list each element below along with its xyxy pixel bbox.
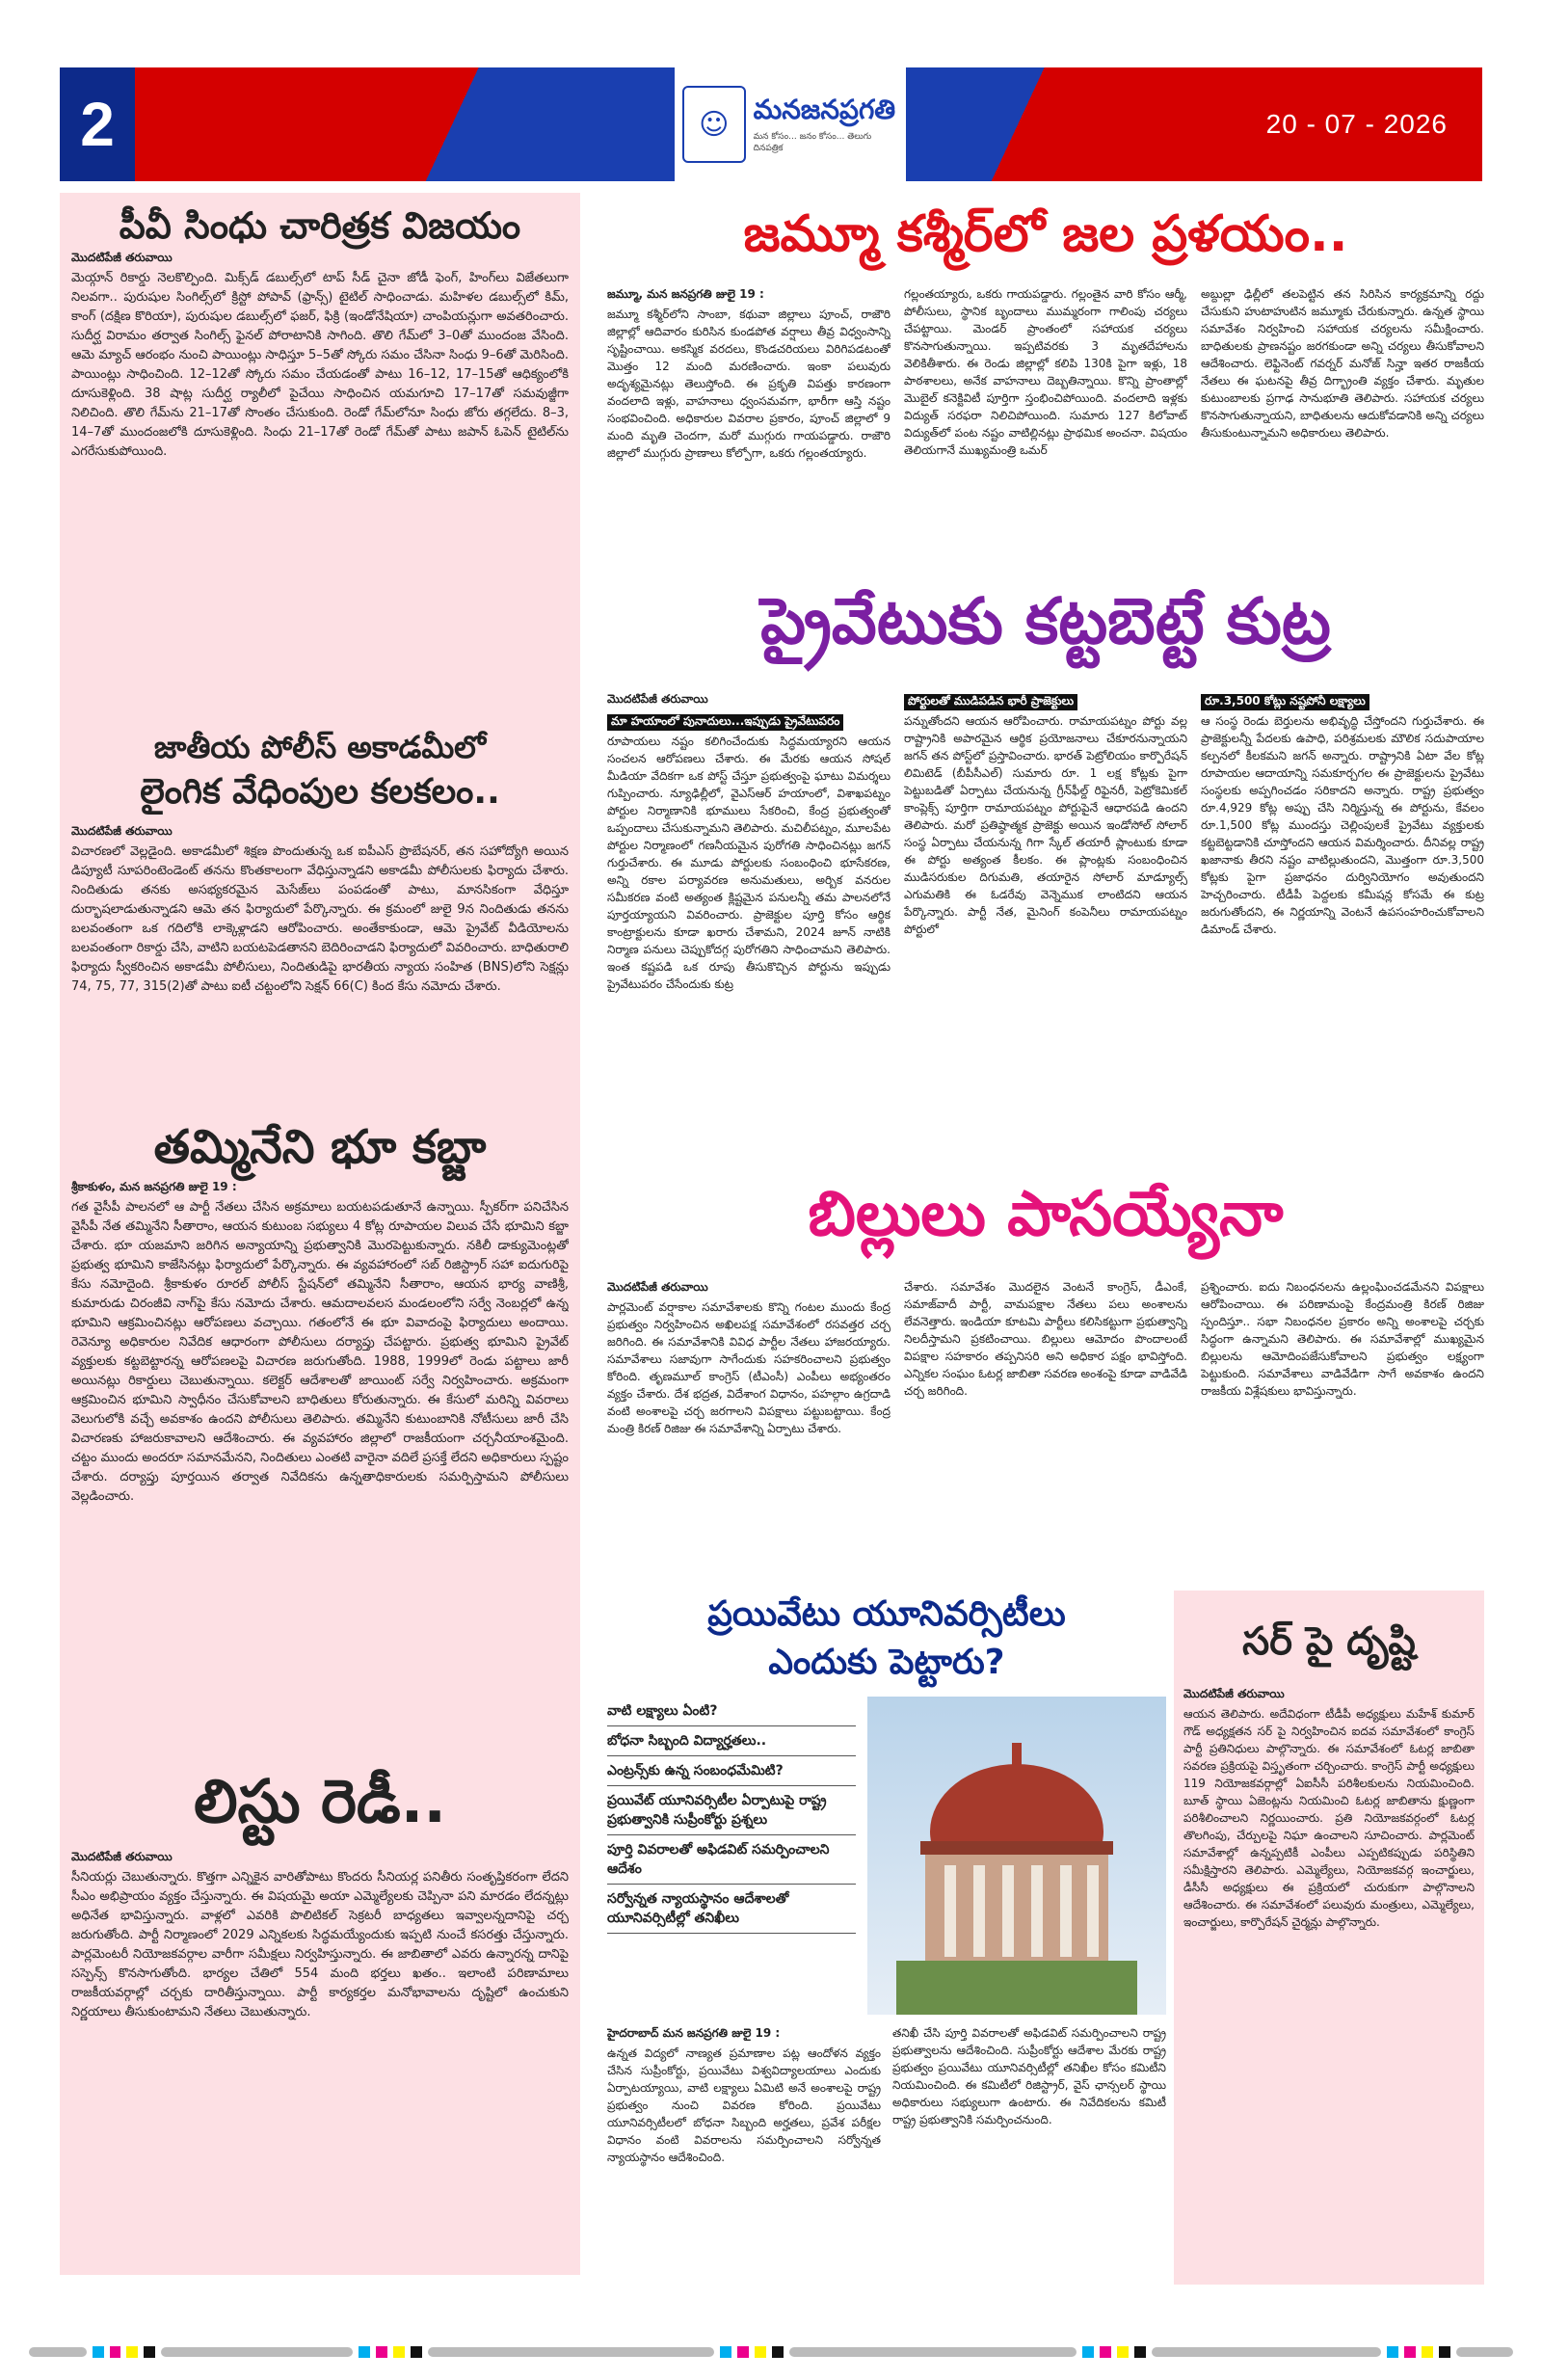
- article-dateline: శ్రీకాకుళం, మన జనప్రగతి జులై 19 :: [71, 1180, 237, 1193]
- article-private-port: [607, 559, 1484, 1147]
- article-headline: సర్ పై దృష్టి: [1242, 1619, 1416, 1664]
- article-headline-line2: లైంగిక వేధింపుల కలకలం..: [140, 772, 500, 812]
- left-column: [60, 193, 580, 2275]
- brand-logo: [675, 67, 906, 181]
- article-body: మెయ్గాన్ రికార్డు నెలకొల్పింది. మిక్స్‌డ్ డబుల్స్‌లో టాప్ సీడ్ చైనా జోడీ ఫెంగ్, హింగ్‌లు విజేతలుగా నిలవగా.. పురుషుల సింగిల్స్‌లో క్రిస్టో పోపావ్ (ఫ్రాన్స్) టైటిల్ సాధించాడు. మహిళల డబుల్స్‌లో కిమ్, కాంగ్ (దక్షిణ కొరియా), పురుషుల డబుల్స్‌లో ఫజర్, ఫిక్రి (ఇండోనేషియా) చాంపియన్లుగా అవతరించారు. సుదీర్ఘ విరామం తర్వాత సింగిల్స్ ఫైనల్‌ పోరాటానికి సాగింది. తొలి గేమ్‌లో 3–0తో ముందంజ వేసింది. ఆమె మ్యాచ్ ఆరంభం నుంచి పాయింట్లు సాధిస్తూ 5–5తో స్కోరు సమం చేసినా సింధు 9–6తో మెరిసింది. పాయింట్లు సాధించింది. 12–12తో స్కోరు సమం చేయడంతో పాటు 16–12, 17–15తో ఆధిక్యంలోకి దూసుకెళ్లింది. 38 షాట్ల సుదీర్ఘ ర్యాలీలో పైచేయి సాధించిన యమగూచి 17–17తో సమవుజ్జీగా నిలిచింది. తొలి గేమ్‌ను 21–17తో సొంతం చేసుకుంది. రెండో గేమ్‌లోనూ సింధు జోరు తగ్గలేదు. 8–3, 14–7తో ముందంజలోకి దూసుకెళ్లింది. సింధు 21–17తో రెండో గేమ్‌తో పాటు జపాన్ ఓపెన్ టైటిల్‌ను ఎగరేసుకుపోయింది.: [71, 271, 569, 459]
- masthead-date-band: [906, 67, 1482, 181]
- article-dateline: మొదటిపేజీ తరువాయి: [607, 1280, 708, 1294]
- print-registration-bar: [29, 2344, 1513, 2360]
- article-headline: బిల్లులు పాసయ్యేనా: [808, 1179, 1284, 1250]
- supreme-court-photo: [867, 1697, 1166, 2015]
- article-dateline: మొదటిపేజీ తరువాయి: [71, 1850, 173, 1863]
- bullet-item: వాటి లక్ష్యాలు ఏంటి?: [607, 1697, 856, 1726]
- issue-date: 20 - 07 - 2026: [1265, 109, 1448, 139]
- article-headline: తమ్మినేని భూ కబ్జా: [153, 1120, 487, 1174]
- article-headline: ప్రయివేటు యూనివర్సిటీలు: [707, 1594, 1066, 1634]
- bullet-item: పూర్తి వివరాలతో అఫిడవిట్ సమర్పించాలని ఆదేశం: [607, 1835, 856, 1885]
- brand-name: మనజనప్రగతి: [753, 94, 896, 125]
- article-body-col1: రూపాయలు నష్టం కలిగించేందుకు సిద్ధమయ్యారని ఆయన సంచలన ఆరోపణలు చేశారు. ఈ మేరకు ఆయన సోషల్ మీడియా వేదికగా ఒక పోస్ట్ చేస్తూ ప్రభుత్వంపై ఘాటు విమర్శలు గుప్పించారు. న్యూఢిల్లీలో, వైఎస్ఆర్ హయాంలో, విశాఖపట్నం పోర్టుల నిర్మాణానికి భూములు సేకరించి, కేంద్ర ప్రభుత్వంతో ఒప్పందాలు చేసుకున్నామని తెలిపారు. మచిలీపట్నం, మూలపేట పోర్టుల నిర్మాణంలో గణనీయమైన పురోగతి సాధించినట్లు జగన్ గుర్తుచేశారు. ఈ మూడు పోర్టులకు సంబంధించి భూసేకరణ, అన్ని రకాల పర్యావరణ అనుమతులు, అర్బిక వనరుల సమీకరణ వంటి అత్యంత క్లిష్టమైన పనులన్నీ తమ పాలనలోనే పూర్తయ్యాయని వివరించారు. ప్రాజెక్టుల పూర్తి కోసం ఆర్థిక కాంట్రాక్టులను కూడా ఖరారు చేశామని, 2024 జూన్ నాటికి నిర్మాణ పనులు చెప్పుకోదగ్గ పురోగతిని సాధించామని తెలిపారు. ఇంత కష్టపడి ఒక రూపు తీసుకొచ్చిన పోర్టును ఇప్పుడు ప్రైవేటుపరం చేసేందుకు కుట్ర: [607, 735, 891, 991]
- article-jammu-floods: [607, 193, 1484, 549]
- supreme-court-building-icon: [867, 1697, 1166, 2015]
- article-body-col1: ఉన్నత విద్యలో నాణ్యత ప్రమాణాల పట్ల ఆందోళన వ్యక్తం చేసిన సుప్రీంకోర్టు, ప్రయివేటు విశ్వవిద్యాలయాలు ఎందుకు ఏర్పాటయ్యాయి, వాటి లక్ష్యాలు ఏమిటి అనే అంశాలపై రాష్ట్ర ప్రభుత్వం నుంచి వివరణ కోరింది. ప్రయివేటు యూనివర్సిటీలలో బోధనా సిబ్బంది అర్హతలు, ప్రవేశ పరీక్షల విధానం వంటి వివరాలను సమర్పించాలని సర్వోన్నత న్యాయస్థానం ఆదేశించింది.: [607, 2046, 881, 2164]
- article-headline: ప్రైవేటుకు కట్టబెట్టే కుట్ర: [760, 584, 1331, 658]
- article-body: విచారణలో వెల్లడైంది. అకాడమీలో శిక్షణ పొందుతున్న ఒక ఐపీఎస్ ప్రొబేషనర్, తన సహోద్యోగి అయిన డిప్యూటీ సూపరింటెండెంట్ తనను కొంతకాలంగా వేధిస్తున్నాడని అకాడమీ పోలీసులకు ఫిర్యాదు చేశారు. నిందితుడు తనకు అసభ్యకరమైన మెసేజ్‌లు పంపడంతో పాటు, మానసికంగా వేధిస్తూ దుర్భాషలాడుతున్నాడని ఆమె తన ఫిర్యాదులో పేర్కొన్నారు. ఈ క్రమంలో జులై 9న నిందితుడు తనను బలవంతంగా ఒక గదిలోకి లాక్కెళ్లాడని ఆరోపించారు. అంతేకాకుండా, ఆమె ప్రైవేట్ వీడియోలను బలవంతంగా రికార్డు చేసి, వాటిని బయటపెడతానని బెదిరించాడని ఫిర్యాదులో వివరించారు. బాధితురాలి ఫిర్యాదు స్వీకరించిన అకాడమీ పోలీసులు, నిందితుడిపై భారతీయ న్యాయ సంహిత (BNS)లోని సెక్షన్లు 74, 75, 77, 315(2)తో పాటు ఐటీ చట్టంలోని సెక్షన్ 66(C) కింద కేసు నమోదు చేశారు.: [71, 844, 569, 994]
- article-body-col3: ప్రశ్నించారు. ఐదు నిబంధనలను ఉల్లంఘించడమేనని విపక్షాలు ఆరోపించాయి. ఈ పరిణామంపై కేంద్రమంత్రి కిరణ్ రిజిజు స్పందిస్తూ.. సభా నిబంధనల ప్రకారం అన్ని అంశాలపై చర్చకు సిద్ధంగా ఉన్నామని తెలిపారు. ఈ సమావేశాల్లో ముఖ్యమైన బిల్లులను ఆమోదింపజేసుకోవాలని ప్రభుత్వం లక్ష్యంగా పెట్టుకుంది. సమావేశాలు వాడివేడిగా సాగే అవకాశం ఉందని రాజకీయ విశ్లేషకులు భావిస్తున్నారు.: [1201, 1280, 1484, 1398]
- bullet-item: సర్వోన్నత న్యాయస్థానం ఆదేశాలతో యూనివర్సిటీల్లో తనిఖీలు: [607, 1885, 856, 1934]
- article-headline-line2: ఎందుకు పెట్టారు?: [768, 1643, 1005, 1682]
- article-body-col2: పన్నుతోందని ఆయన ఆరోపించారు. రామాయపట్నం పోర్టు వల్ల రాష్ట్రానికి అపారమైన ఆర్థిక ప్రయోజనాలు చేకూరనున్నాయని జగన్ తన పోస్ట్‌లో ప్రస్తావించారు. భారత్ పెట్రోలియం కార్పొరేషన్ లిమిటెడ్ (బీపీసీఎల్) సుమారు రూ. 1 లక్ష కోట్లకు పైగా పెట్టుబడితో ఏర్పాటు చేయనున్న గ్రీన్‌ఫీల్డ్ రిఫైనరీ, పెట్రోకెమికల్ కాంప్లెక్స్ పూర్తిగా రామాయపట్నం పోర్టుపైనే ఆధారపడి ఉందని తెలిపారు. మరో ప్రతిష్ఠాత్మక ప్రాజెక్టు అయిన ఇండోసోల్ సోలార్ సంస్థ ఏర్పాటు చేయనున్న గిగా స్కేల్ తయారీ ప్లాంటుకు కూడా ఈ పోర్టు అత్యంత కీలకం. ఈ ప్లాంట్లకు సంబంధించిన ముడిసరుకుల దిగుమతి, తయారైన సోలార్ మాడ్యూల్స్ ఎగుమతికి ఈ ఓడరేవు వెన్నెముక లాంటిదని ఆయన పేర్కొన్నారు. పార్టీ నేత, మైనింగ్ కంపెనీలు రామాయపట్నం పోర్టులో: [904, 714, 1187, 936]
- article-body-col3: ఆ సంస్థ రెండు బెర్తులను అభివృద్ధి చేస్తోందని గుర్తుచేశారు. ఈ ప్రాజెక్టులన్నీ పేదలకు ఉపాధి, పరిశ్రమలకు మౌలిక సదుపాయాల కల్పనలో కీలకమని జగన్ అన్నారు. రాష్ట్రానికి ఏటా వేల కోట్ల రూపాయల ఆదాయాన్ని సమకూర్చగల ఈ ప్రాజెక్టులను ప్రైవేటు సంస్థలకు అప్పగించడం సరికాదని అన్నారు. రాష్ట్ర ప్రభుత్వం రూ.4,929 కోట్ల అప్పు చేసి నిర్మిస్తున్న ఈ పోర్టును, కేవలం రూ.1,500 కోట్ల ముందస్తు చెల్లింపులకే ప్రైవేటు వ్యక్తులకు కట్టబెట్టడానికి చూస్తోందని ఆయన విమర్శించారు. దీనివల్ల రాష్ట్ర ఖజానాకు తీరని నష్టం వాటిల్లుతుందని, మొత్తంగా రూ.3,500 కోట్లకు పైగా ప్రజాధనం దుర్వినియోగం అవుతుందని హెచ్చరించారు. టీడీపీ పెద్దలకు కమీషన్ల కోసమే ఈ కుట్ర జరుగుతోందని, ఈ నిర్ణయాన్ని వెంటనే ఉపసంహరించుకోవాలని డిమాండ్ చేశారు.: [1201, 714, 1484, 936]
- article-list-ready: [71, 1755, 569, 2121]
- article-body-col3: అబ్దుల్లా ఢిల్లీలో తలపెట్టిన తన సిరిసిన కార్యక్రమాన్ని రద్దు చేసుకుని హుటాహుటిన జమ్మూకు చేరుకున్నారు. ఉన్నత స్థాయి సమావేశం నిర్వహించి సహాయక చర్యలను సమీక్షించారు. బాధితులకు ప్రాణనష్టం జరగకుండా అన్ని చర్యలు తీసుకోవాలని ఆదేశించారు. లెఫ్టినెంట్ గవర్నర్ మనోజ్ సిన్హా ఇతర రాజకీయ నేతలు ఈ ఘటనపై తీవ్ర దిగ్భ్రాంతి వ్యక్తం చేశారు. మృతుల కుటుంబాలకు ప్రగాఢ సానుభూతి తెలిపారు. సహాయక చర్యలు కొనసాగుతున్నాయని, బాధితులను ఆదుకోవడానికి అన్ని చర్యలు తీసుకుంటున్నామని అధికారులు తెలిపారు.: [1201, 287, 1484, 440]
- masthead: [60, 67, 1482, 181]
- article-dateline: మొదటిపేజీ తరువాయి: [1183, 1687, 1285, 1700]
- article-headline: జమ్మూ కశ్మీర్‌లో జల ప్రళయం..: [743, 205, 1348, 263]
- article-subhead: మా హయాంలో పునాదులు...ఇప్పుడు ప్రైవేటుపరం: [607, 714, 843, 731]
- masthead-color-band: [135, 67, 675, 181]
- brand-emblem-icon: ☺: [682, 86, 746, 163]
- article-headline: లిస్టు రెడీ..: [194, 1766, 446, 1836]
- article-dateline: మొదటిపేజీ తరువాయి: [71, 251, 173, 264]
- page-number: 2: [60, 67, 135, 181]
- article-dateline: హైదరాబాద్ మన జనప్రగతి జులై 19 :: [607, 2026, 781, 2040]
- article-body-col1: జమ్మూ కశ్మీర్‌లోని సాంబా, కథువా జిల్లాలు పూంచ్, రాజౌరి జిల్లాల్లో ఆదివారం కురిసిన కుండపోత వర్షాలు తీవ్ర విధ్వంసాన్ని సృష్టించాయి. అకస్మిక వరదలు, కొండచరియలు విరిగిపడటంతో మొత్తం 12 మంది మరణించారు. ఇంకా పలువురు అదృశ్యమైనట్లు తెలుస్తోంది. ఈ ప్రకృతి విపత్తు కారణంగా వందలాది ఇళ్లు, వాహనాలు ధ్వంసమవగా, భారీగా ఆస్తి నష్టం సంభవించింది. అధికారుల వివరాల ప్రకారం, పూంచ్ జిల్లాలో 9 మంది మృతి చెందగా, మరో ముగ్గురు గాయపడ్డారు. రాజౌరి జిల్లాలో ముగ్గురు ప్రాణాలు కోల్పోగా, ఒకరు గల్లంతయ్యారు.: [607, 308, 891, 460]
- article-sir-focus: [1174, 1591, 1484, 2285]
- bullet-item: ప్రయివేట్ యూనివర్సిటీల ఏర్పాటుపై రాష్ట్ర ప్రభుత్వానికి సుప్రీంకోర్టు ప్రశ్నలు: [607, 1786, 856, 1835]
- article-sindhu: [71, 202, 569, 705]
- article-headline: జాతీయ పోలీస్ అకాడమీలో: [153, 729, 487, 765]
- article-body: ఆయన తెలిపారు. అదేవిధంగా టీడీపీ అధ్యక్షులు మహేశ్ కుమార్ గౌడ్ అధ్యక్షతన సర్ పై నిర్వహించిన ఐదవ సమావేశంలో కాంగ్రెస్ పార్టీ ప్రతినిధులు పాల్గొన్నారు. ఈ సమావేశంలో ఓటర్ల జాబితా సవరణ ప్రక్రియపై విస్తృతంగా చర్చించారు. కాంగ్రెస్ పార్టీ అధ్యక్షులు 119 నియోజకవర్గాల్లో ఏఐసీసీ పరిశీలకులను నియమించింది. బూత్ స్థాయి ఏజెంట్లను నియమించి ఓటర్ల జాబితాను క్షుణ్ణంగా పరిశీలించాలని నిర్ణయించారు. ప్రతి నియోజకవర్గంలో ఓటర్ల తొలగింపు, చేర్పులపై నిఘా ఉంచాలని సూచించారు. పార్లమెంట్ సమావేశాల్లో ఉన్నప్పటికీ ఎంపీలు ఎప్పటికప్పుడు పరిస్థితిని సమీక్షిస్తారని తెలిపారు. ఎమ్మెల్యేలు, నియోజకవర్గ ఇంచార్జులు, డీసీసీ అధ్యక్షులు ఈ ప్రక్రియలో చురుకుగా పాల్గొనాలని ఆదేశించారు. ఈ సమావేశంలో పలువురు మంత్రులు, ఎమ్మెల్యేలు, ఇంచార్జులు, కార్పొరేషన్ చైర్మన్లు పాల్గొన్నారు.: [1183, 1707, 1475, 1929]
- bullet-item: బోధనా సిబ్బంది విద్యార్హతలు..: [607, 1726, 856, 1756]
- article-subhead: పోర్టులతో ముడిపడిన భారీ ప్రాజెక్టులు: [904, 694, 1077, 710]
- article-dateline: మొదటిపేజీ తరువాయి: [71, 824, 173, 838]
- brand-tagline: మన కోసం... జనం కోసం... తెలుగు దినపత్రిక: [753, 132, 872, 153]
- bullet-item: ఎంట్రన్స్‌కు ఉన్న సంబంధమేమిటి?: [607, 1756, 856, 1786]
- article-police-academy: [71, 726, 569, 1095]
- bullet-list: [607, 1697, 856, 2015]
- article-body: గత వైసీపీ పాలనలో ఆ పార్టీ నేతలు చేసిన అక్రమాలు బయటపడుతూనే ఉన్నాయి. స్పీకర్‌గా పనిచేసిన వైసీపీ నేత తమ్మినేని సీతారాం, ఆయన కుటుంబ సభ్యులు 4 కోట్ల రూపాయల విలువ చేసే భూమిని కబ్జా చేశారు. భూ యజమాని జరిగిన అన్యాయాన్ని ప్రభుత్వానికి మొరపెట్టుకున్నారు. నకిలీ డాక్యుమెంట్లతో ప్రభుత్వ భూమిని కాజేసినట్లు ఫిర్యాదులో పేర్కొన్నారు. ఈ వ్యవహారంలో సబ్ రిజిస్ట్రార్ సహా ఐదుగురిపై కేసు నమోదైంది. శ్రీకాకుళం రూరల్ పోలీస్ స్టేషన్‌లో తమ్మినేని సీతారాం, ఆయన భార్య వాణిశ్రీ, కుమారుడు చిరంజీవి నాగ్‌పై కేసు నమోదు చేశారు. ఆమదాలవలస మండలంలోని సర్వే నెంబర్లలో ఉన్న భూమిని ఆక్రమించినట్లు ఆరోపణలు వచ్చాయి. గతంలోనే ఈ భూ వివాదంపై ఫిర్యాదులు అందాయి. రెవెన్యూ అధికారుల నివేదిక ఆధారంగా పోలీసులు దర్యాప్తు చేపట్టారు. ప్రభుత్వ భూమిని ప్రైవేట్ వ్యక్తులకు కట్టబెట్టారన్న ఆరోపణలపై విచారణ జరుగుతోంది. 1988, 1999లో రెండు పట్టాలు జారీ అయినట్లు రికార్డులు చెబుతున్నాయి. కలెక్టర్ ఆదేశాలతో జాయింట్ సర్వే నిర్వహించారు. అక్రమంగా ఆక్రమించిన భూమిని స్వాధీనం చేసుకోవాలని బాధితులు కోరుతున్నారు. ఈ కేసులో మరిన్ని వివరాలు వెలుగులోకి వచ్చే అవకాశం ఉందని పోలీసులు తెలిపారు. తమ్మినేని కుటుంబానికి నోటీసులు జారీ చేసి విచారణకు హాజరుకావాలని ఆదేశించారు. ఈ వ్యవహారం జిల్లాలో రాజకీయంగా చర్చనీయాంశమైంది. చట్టం ముందు అందరూ సమానమేనని, నిందితులు ఎంతటి వారైనా వదిలే ప్రసక్తే లేదని అధికారులు స్పష్టం చేశారు. దర్యాప్తు పూర్తయిన తర్వాత నివేదికను ఉన్నతాధికారులకు సమర్పిస్తామని పోలీసులు వెల్లడించారు.: [71, 1200, 569, 1504]
- article-body-col2: చేశారు. సమావేశం మొదలైన వెంటనే కాంగ్రెస్, డీఎంకే, సమాజ్‌వాదీ పార్టీ, వామపక్షాల నేతలు పలు అంశాలను లేవనెత్తారు. ఇండియా కూటమి పార్టీలు కలిసికట్టుగా ప్రభుత్వాన్ని నిలదీస్తామని ప్రకటించాయి. బిల్లులు ఆమోదం పొందాలంటే విపక్షాల సహకారం తప్పనిసరి అని అధికార పక్షం భావిస్తోంది. ఎన్నికల సంఘం ఓటర్ల జాబితా సవరణ అంశంపై కూడా వాడివేడి చర్చ జరిగింది.: [904, 1280, 1187, 1398]
- article-dateline: మొదటిపేజీ తరువాయి: [607, 692, 708, 706]
- article-body: సీనియర్లు చెబుతున్నారు. కొత్తగా ఎన్నికైన వారితోపాటు కొందరు సీనియర్ల పనితీరు సంతృప్తికరంగా లేదని సీఎం అభిప్రాయం వ్యక్తం చేస్తున్నారు. ఈ విషయమై అయా ఎమ్మెల్యేలకు చెప్పినా పని మారడం లేదన్నట్లు అధినేత భావిస్తున్నారు. వాళ్లలో ఎవరికి పొలిటికల్ సెక్రటరీ బాధ్యతలు ఇవ్వాలన్నదానిపై చర్చ జరుగుతోంది. పార్టీ నిర్మాణంలో 2029 ఎన్నికలకు సిద్ధమయ్యేందుకు ఇప్పటి నుంచే కసరత్తు చేస్తున్నారు. పార్లమెంటరీ నియోజకవర్గాల వారీగా సమీక్షలు నిర్వహిస్తున్నారు. ఈ జాబితాలో ఎవరు ఉన్నారన్న దానిపై సస్పెన్స్ కొనసాగుతోంది. భార్యల చేతిలో 554 మంది భర్తలు ఖతం.. ఇలాంటి పరిణామాలు రాజకీయవర్గాల్లో చర్చకు దారితీస్తున్నాయి. పార్టీ కార్యకర్తల మనోభావాలను దృష్టిలో ఉంచుకుని నిర్ణయాలు తీసుకుంటామని నేతలు చెబుతున్నారు.: [71, 1870, 569, 2019]
- article-dateline: జమ్మూ, మన జనప్రగతి జులై 19 :: [607, 287, 764, 301]
- article-bills: [607, 1157, 1484, 1581]
- article-tammineni: [71, 1116, 569, 1740]
- article-body-col1: పార్లమెంట్ వర్షాకాల సమావేశాలకు కొన్ని గంటల ముందు కేంద్ర ప్రభుత్వం నిర్వహించిన అఖిలపక్ష సమావేశంలో రసవత్తర చర్చ జరిగింది. ఈ సమావేశానికి వివిధ పార్టీల నేతలు హాజరయ్యారు. సమావేశాలు సజావుగా సాగేందుకు సహకరించాలని ప్రభుత్వం కోరింది. తృణమూల్ కాంగ్రెస్ (టీఎంసీ) ఎంపీలు అభ్యంతరం వ్యక్తం చేశారు. దేశ భద్రత, విదేశాంగ విధానం, పహల్గాం ఉగ్రదాడి వంటి అంశాలపై చర్చ జరగాలని విపక్షాలు పట్టుబట్టాయి. కేంద్ర మంత్రి కిరణ్ రిజిజు ఈ సమావేశాన్ని ఏర్పాటు చేశారు.: [607, 1300, 891, 1435]
- article-body-col2: గల్లంతయ్యారు, ఒకరు గాయపడ్డారు. గల్లంతైన వారి కోసం ఆర్మీ, పోలీసులు, స్థానిక బృందాలు ముమ్మరంగా గాలింపు చర్యలు చేపట్టాయి. మెండర్ ప్రాంతంలో సహాయక చర్యలు కొనసాగుతున్నాయి. ఇప్పటివరకు 3 మృతదేహాలను వెలికితీశారు. ఈ రెండు జిల్లాల్లో కలిపి 130కి పైగా ఇళ్లు, 18 పాఠశాలలు, అనేక వాహనాలు దెబ్బతిన్నాయి. కొన్ని ప్రాంతాల్లో మొబైల్ కనెక్టివిటీ పూర్తిగా స్తంభించిపోయింది. వందలాది ఇళ్లకు విద్యుత్ సరఫరా నిలిచిపోయింది. సుమారు 127 కిలోవాట్ విద్యుత్‌లో పంట నష్టం వాటిల్లినట్లు ప్రాథమిక అంచనా. విషయం తెలియగానే ముఖ్యమంత్రి ఒమర్: [904, 287, 1187, 457]
- article-private-universities: [607, 1591, 1166, 2285]
- article-body-col2: తనిఖీ చేసి పూర్తి వివరాలతో అఫిడవిట్ సమర్పించాలని రాష్ట్ర ప్రభుత్వాలను ఆదేశించింది. సుప్రీంకోర్టు ఆదేశాల మేరకు రాష్ట్ర ప్రభుత్వం ప్రయివేటు యూనివర్సిటీల్లో తనిఖీల కోసం కమిటీని నియమించింది. ఈ కమిటీలో రిజిస్ట్రార్, వైస్ ఛాన్సలర్ స్థాయి అధికారులు సభ్యులుగా ఉంటారు. ఈ నివేదికలను కమిటీ రాష్ట్ర ప్రభుత్వానికి సమర్పించనుంది.: [892, 2026, 1166, 2126]
- article-subhead: రూ.3,500 కోట్లు నష్టపోనీ లక్ష్యాలు: [1201, 694, 1369, 710]
- article-headline: పీవీ సింధు చారిత్రక విజయం: [119, 204, 521, 247]
